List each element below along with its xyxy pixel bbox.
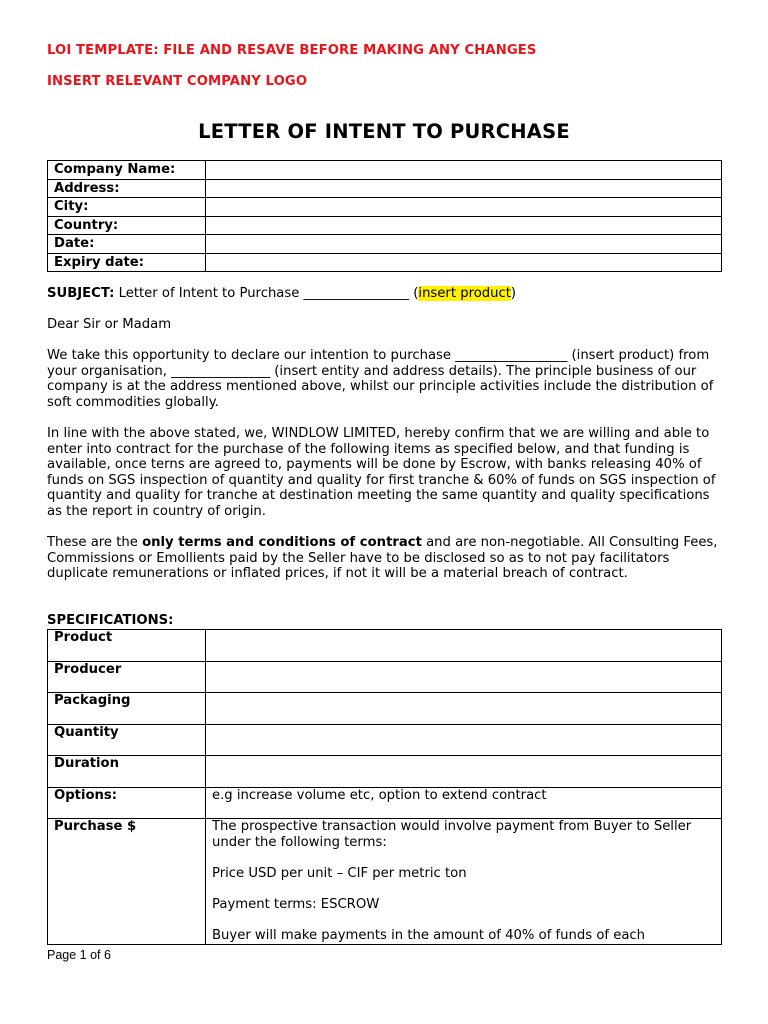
specifications-heading: SPECIFICATIONS:: [47, 613, 174, 628]
quantity-label: Quantity: [48, 724, 206, 756]
subject-text: Letter of Intent to Purchase ________________ (: [114, 286, 419, 301]
address-label: Address:: [48, 179, 206, 198]
product-value: [206, 630, 722, 662]
table-row: [48, 756, 722, 788]
table-row: [48, 724, 722, 756]
table-row: [48, 253, 722, 272]
producer-value: [206, 661, 722, 693]
city-label: City:: [48, 198, 206, 217]
producer-label: Producer: [48, 661, 206, 693]
page-number: Page 1 of 6: [47, 948, 111, 962]
date-label: Date:: [48, 235, 206, 254]
purchase-line: Payment terms: ESCROW: [212, 897, 380, 912]
subject-close: ): [510, 286, 517, 301]
country-label: Country:: [48, 216, 206, 235]
city-value: [206, 198, 722, 217]
subject-label: SUBJECT:: [47, 286, 115, 301]
packaging-label: Packaging: [48, 693, 206, 725]
purchase-line: Price USD per unit – CIF per metric ton: [212, 866, 467, 881]
table-row: [48, 179, 722, 198]
paragraph-intent: We take this opportunity to declare our intention to purchase _________________ (insert product) from your organisation, _______________ (insert entity and address details). The principle business of our company is at the address mentioned above, whilst our principle activities include the distribution of soft commodities globally.: [47, 348, 714, 410]
logo-instruction: INSERT RELEVANT COMPANY LOGO: [47, 74, 308, 89]
paragraph-confirmation: In line with the above stated, we, WINDLOW LIMITED, hereby confirm that we are willing and able to enter into contract for the purchase of the following items as specified below, and that funding is available, once terns are agreed to, payments will be done by Escrow, with banks releasing 40% of funds on SGS inspection of quantity and quality for first tranche & 60% of funds on SGS inspection of quantity and quality for tranche at destination meeting the same quantity and quality specifications as the report in country of origin.: [47, 426, 716, 519]
purchase-line: The prospective transaction would involve payment from Buyer to Seller under the following terms:: [212, 819, 692, 850]
terms-before: These are the: [47, 535, 143, 550]
specifications-table: [47, 629, 722, 945]
options-label: Options:: [48, 787, 206, 819]
purchase-terms: [206, 819, 722, 945]
purchase-label: Purchase $: [48, 819, 206, 945]
table-row: [48, 661, 722, 693]
table-row: [48, 161, 722, 180]
quantity-value: [206, 724, 722, 756]
company-info-table: [47, 160, 722, 272]
expiry-date-label: Expiry date:: [48, 253, 206, 272]
company-name-label: Company Name:: [48, 161, 206, 180]
terms-bold: only terms and conditions of contract: [142, 535, 422, 550]
table-row: [48, 693, 722, 725]
terms-after: and are non-negotiable. All Consulting Fees, Commissions or Emollients paid by the Seller have to be disclosed so as to not pay facilitators duplicate remunerations or inflated prices, if not it will be a material breach of contract.: [47, 535, 718, 582]
subject-line: [47, 286, 727, 302]
table-row: [48, 630, 722, 662]
document-title: LETTER OF INTENT TO PURCHASE: [198, 120, 570, 143]
product-label: Product: [48, 630, 206, 662]
packaging-value: [206, 693, 722, 725]
template-warning: LOI TEMPLATE: FILE AND RESAVE BEFORE MAKING ANY CHANGES: [47, 43, 537, 58]
duration-label: Duration: [48, 756, 206, 788]
insert-product-highlight: insert product: [418, 286, 511, 301]
purchase-line: Buyer will make payments in the amount of 40% of funds of each: [212, 928, 646, 943]
table-row: [48, 235, 722, 254]
date-value: [206, 235, 722, 254]
paragraph-terms: [47, 535, 727, 582]
options-value: e.g increase volume etc, option to extend contract: [206, 787, 722, 819]
table-row: [48, 216, 722, 235]
country-value: [206, 216, 722, 235]
duration-value: [206, 756, 722, 788]
company-name-value: [206, 161, 722, 180]
salutation: Dear Sir or Madam: [47, 317, 172, 332]
table-row: [48, 198, 722, 217]
table-row: [48, 819, 722, 945]
expiry-date-value: [206, 253, 722, 272]
table-row: [48, 787, 722, 819]
address-value: [206, 179, 722, 198]
